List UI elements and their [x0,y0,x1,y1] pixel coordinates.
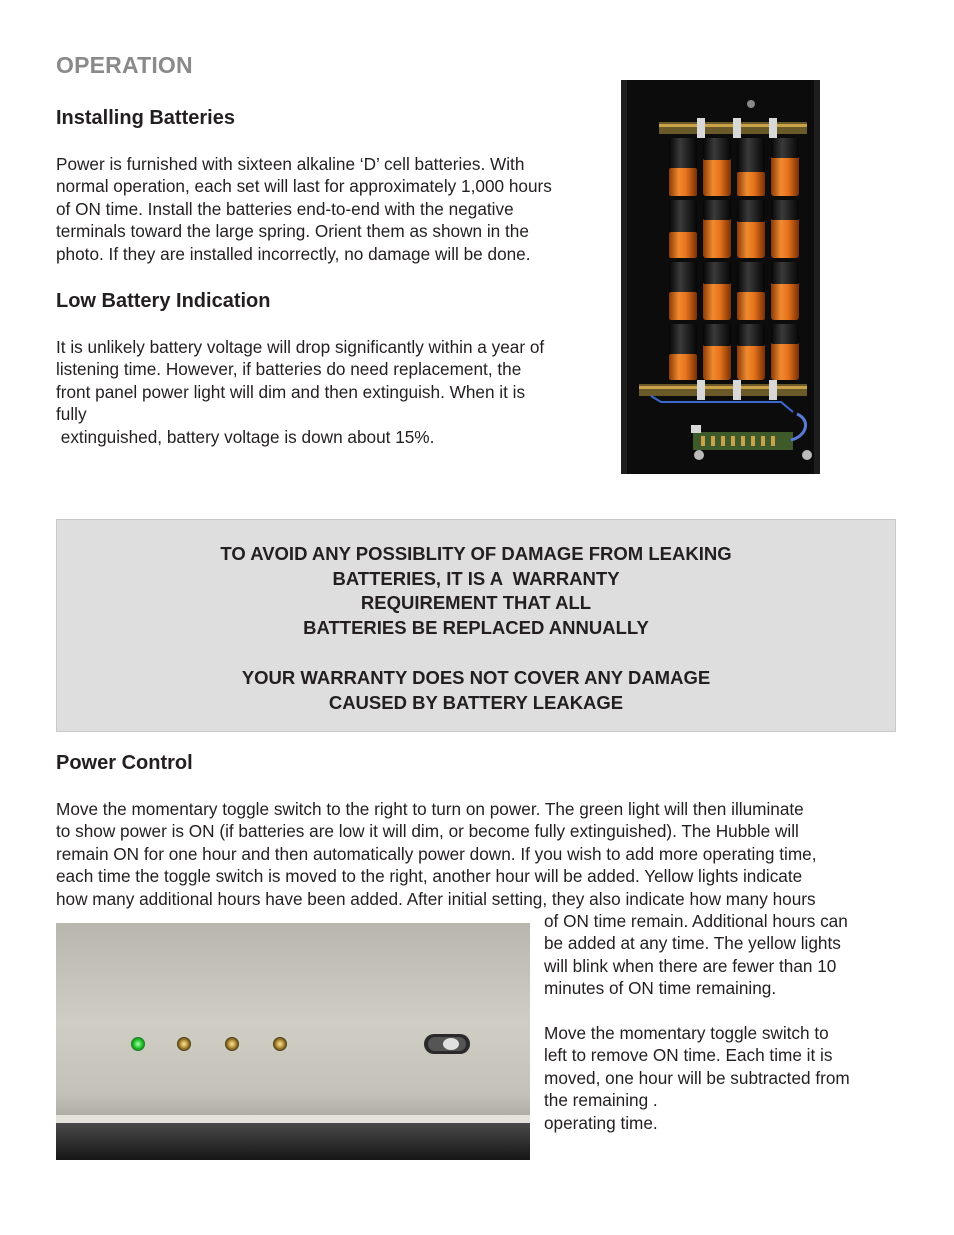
text-line: Power is furnished with sixteen alkaline ‘D’ cell batteries. With [56,154,525,174]
warning-block-1 [57,520,895,640]
text-line: will blink when there are fewer than 10 [544,955,837,976]
led-yellow-icon [225,1037,239,1051]
heading-installing-batteries: Installing Batteries [56,107,235,129]
power-control-text [56,798,936,910]
heading-power-control: Power Control [56,752,193,774]
warning-line: BATTERIES, IT IS A WARRANTY [332,567,620,589]
warning-line: BATTERIES BE REPLACED ANNUALLY [303,616,649,638]
text-line: fully [56,404,87,425]
led-yellow-icon [177,1037,191,1051]
led-yellow-icon [273,1037,287,1051]
text-line: Move the momentary toggle switch to [544,1023,829,1044]
warranty-warning-box [56,519,896,732]
text-line: left to remove ON time. Each time it is [544,1045,833,1066]
low-battery-text [56,336,616,448]
text-line: of ON time. Install the batteries end-to-end with the negative [56,198,514,219]
text-line: extinguished, battery voltage is down about 15%. [56,426,435,447]
battery-compartment-illustration [621,80,820,474]
text-line: normal operation, each set will last for approximately 1,000 hours [56,176,552,197]
battery-compartment-photo [621,80,820,474]
warning-line: TO AVOID ANY POSSIBLITY OF DAMAGE FROM LEAKING [220,543,732,564]
front-panel-photo [56,923,530,1160]
text-line: to show power is ON (if batteries are low it will dim, or become fully extinguished). The Hubble will [56,821,799,842]
paragraph-gap [544,1000,924,1022]
warning-line: REQUIREMENT THAT ALL [360,592,592,613]
warning-block-2 [57,640,895,715]
text-line: operating time. [544,1112,658,1133]
text-line: terminals toward the large spring. Orient them as shown in the [56,221,529,242]
text-line: It is unlikely battery voltage will drop significantly within a year of [56,337,545,357]
text-line: moved, one hour will be subtracted from [544,1067,850,1088]
section-title: OPERATION [56,52,193,78]
text-line: front panel power light will dim and then extinguish. When it is [56,381,526,402]
front-panel-illustration [56,923,530,1160]
warning-line: YOUR WARRANTY DOES NOT COVER ANY DAMAGE [241,667,711,688]
led-green-icon [131,1037,145,1051]
text-line: how many additional hours have been added. After initial setting, they also indicate how many hours [56,888,816,909]
text-line: of ON time remain. Additional hours can [544,911,848,931]
text-line: photo. If they are installed incorrectly, no damage will be done. [56,243,531,264]
text-line: the remaining . [544,1090,658,1111]
text-line: remain ON for one hour and then automatically power down. If you wish to add more operating time, [56,843,817,864]
text-line: each time the toggle switch is moved to the right, another hour will be added. Yellow lights indicate [56,866,803,887]
text-line: be added at any time. The yellow lights [544,933,841,954]
text-line: Move the momentary toggle switch to the right to turn on power. The green light will then illuminate [56,799,804,819]
toggle-switch-icon [424,1034,470,1054]
warning-line: CAUSED BY BATTERY LEAKAGE [328,691,624,713]
power-control-side-text [544,910,924,1134]
text-line: listening time. However, if batteries do need replacement, the [56,359,522,380]
heading-low-battery-indication: Low Battery Indication [56,290,271,312]
installing-batteries-text [56,153,616,265]
text-line: minutes of ON time remaining. [544,978,777,999]
